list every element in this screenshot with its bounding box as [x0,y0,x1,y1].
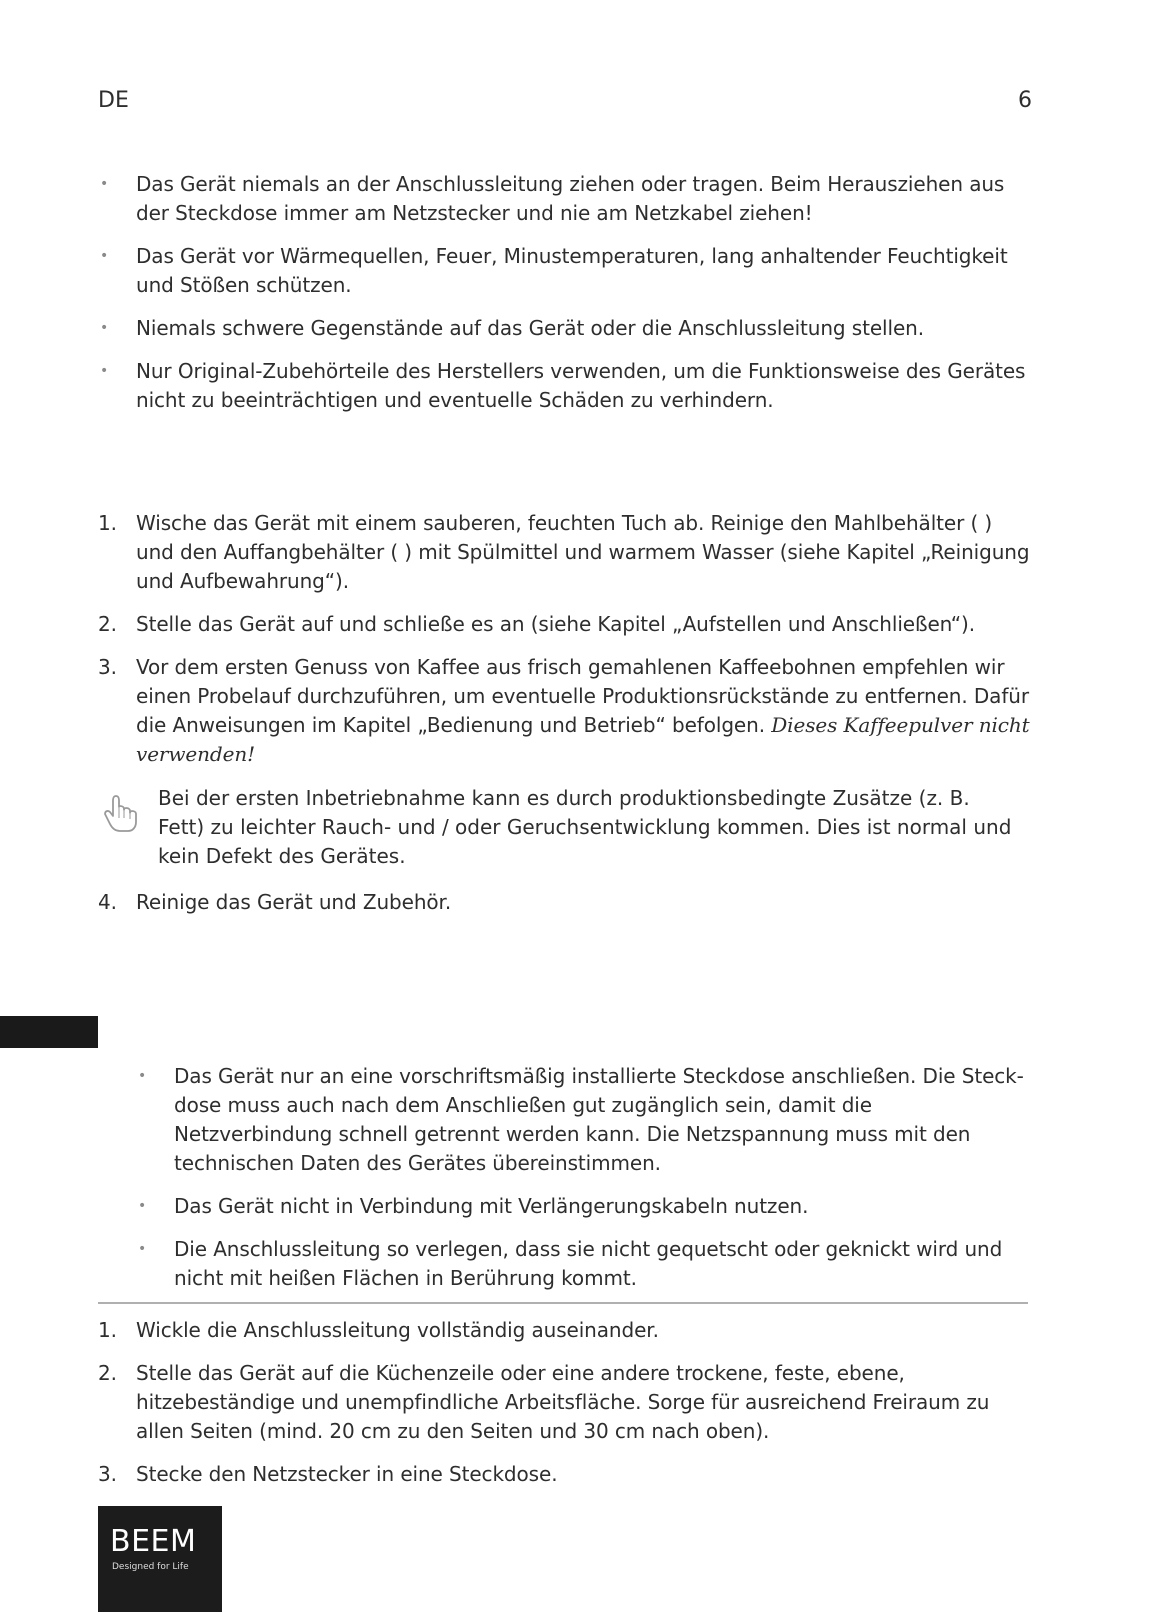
list-item [100,170,1036,228]
step-number: 4. [98,890,117,914]
list-item [138,1235,1034,1293]
list-item [138,1062,1034,1178]
list-item [100,314,1036,343]
bullet-marker: • [100,363,109,379]
bullet-marker: • [138,1241,147,1257]
list-item [98,610,1036,639]
bullet-marker: • [100,176,109,192]
step-number: 3. [98,655,117,679]
bullet-text: Das Gerät nur an eine vorschriftsmäßig installierte Steckdose anschließen. Die Steckdose muss auch nach dem Anschließen gut zugänglich sein, damit die Netzverbindung schnell getrennt werden kann. Die Netzspannung muss mit den technischen Daten des Gerätes übereinstimmen. [174,1064,1024,1175]
step-number: 2. [98,1361,117,1385]
step-text: Reinige das Gerät und Zubehör. [136,890,452,914]
bullet-text: Das Gerät vor Wärmequellen, Feuer, Minustemperaturen, lang anhaltender Feuchtigkeit und Stößen schützen. [136,244,1008,297]
note-text: Bei der ersten Inbetriebnahme kann es durch produktionsbedingte Zusätze (z. B. Fett) zu leichter Rauch- und / oder Geruchsentwicklung kommen. Dies ist normal und kein Defekt des Gerätes. [158,786,1012,868]
bullet-text: Das Gerät niemals an der Anschlussleitung ziehen oder tragen. Beim Herausziehen aus der Steckdose immer am Netzstecker und nie am Netzkabel ziehen! [136,172,1005,225]
step-text: Vor dem ersten Genuss von Kaffee aus frisch gemahlenen Kaffeebohnen empfehlen wir einen Probelauf durchzuführen, um eventuelle Produktionsrückstände zu entfernen. Dafür die Anweisungen im Kapitel „Bedienung und Betrieb“ befolgen. [136,655,1029,737]
bullet-marker: • [100,320,109,336]
list-item [138,1192,1034,1221]
step-number: 1. [98,1318,117,1342]
bullet-text: Die Anschlussleitung so verlegen, dass sie nicht gequetscht oder geknickt wird und nicht mit heißen Flächen in Berührung kommt. [174,1237,1003,1290]
list-item [100,242,1036,300]
logo-tagline: Designed for Life [112,1562,189,1572]
step-number: 1. [98,511,117,535]
bullet-marker: • [138,1198,147,1214]
list-item [98,1359,1036,1446]
step-text: Stecke den Netzstecker in eine Steckdose. [136,1462,558,1486]
list-item [98,509,1036,596]
step-number: 3. [98,1462,117,1486]
page-number: 6 [1018,88,1032,113]
step-text: Stelle das Gerät auf die Küchenzeile oder eine andere trockene, feste, ebene, hitzebeständige und unempfindliche Arbeitsfläche. Sorge für ausreichend Freiraum zu allen Seiten (mind. 20 cm zu den Seiten und 30 cm nach oben). [136,1361,990,1443]
safety-bullet-list [100,170,1036,429]
step-number: 2. [98,612,117,636]
logo-name: BEEM [110,1524,197,1559]
step-text: Wickle die Anschlussleitung vollständig auseinander. [136,1318,659,1342]
section-divider [98,1302,1028,1304]
language-code: DE [98,88,129,113]
list-item [100,357,1036,415]
section-tab-marker [0,1016,98,1048]
brand-logo [98,1506,222,1612]
connection-bullet-list [138,1062,1034,1307]
list-item [98,1316,1036,1345]
list-item [98,653,1036,769]
step-text: Wische das Gerät mit einem sauberen, feuchten Tuch ab. Reinige den Mahlbehälter ( ) und den Auffangbehälter ( ) mit Spülmittel und warmem Wasser (siehe Kapitel „Reinigung und Aufbewahrung“). [136,511,1030,593]
bullet-text: Nur Original-Zubehörteile des Herstellers verwenden, um die Funktionsweise des Gerätes nicht zu beeinträchtigen und eventuelle Schäden zu verhindern. [136,359,1026,412]
step-text: Stelle das Gerät auf und schließe es an (siehe Kapitel „Aufstellen und Anschließen“). [136,612,976,636]
bullet-marker: • [138,1068,147,1084]
pointing-hand-icon [98,792,142,836]
first-use-steps-continued [98,888,1036,917]
setup-steps [98,1316,1036,1503]
bullet-marker: • [100,248,109,264]
step-warning: Dieses Kaffeepulver nicht verwenden! [136,713,1030,766]
list-item [98,1460,1036,1489]
bullet-text: Niemals schwere Gegenstände auf das Gerät oder die Anschlussleitung stellen. [136,316,924,340]
list-item [98,888,1036,917]
bullet-text: Das Gerät nicht in Verbindung mit Verlängerungskabeln nutzen. [174,1194,809,1218]
first-use-steps [98,509,1036,783]
